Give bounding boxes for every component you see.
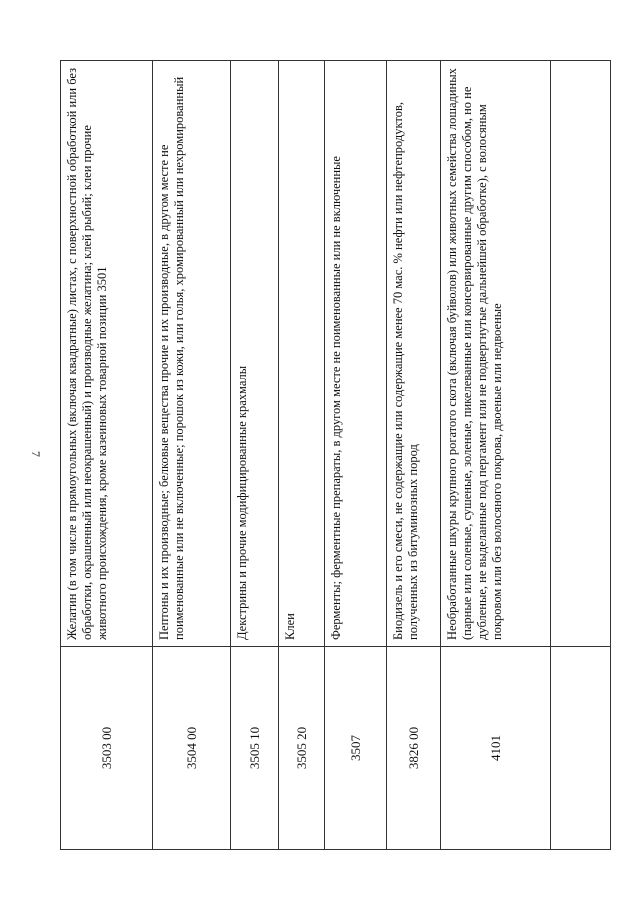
description-cell: Биодизель и его смеси, не содержащие или содержащие менее 70 мас. % нефти или нефтепродуктов, полученных из битуминозных пород <box>387 61 441 647</box>
description-cell: Декстрины и прочие модифицированные крахмалы <box>231 61 279 647</box>
table-row <box>231 61 279 850</box>
commodity-codes-table <box>60 60 611 850</box>
table-row <box>325 61 387 850</box>
description-cell: Пептоны и их производные; белковые вещества прочие и их производные, в другом месте не поименованные или не включенные; порошок из кожи, или голья, хромированный или нехромированный <box>153 61 231 647</box>
code-cell: 3504 00 <box>153 647 231 850</box>
code-cell: 3505 20 <box>279 647 325 850</box>
description-cell: Клеи <box>279 61 325 647</box>
code-cell: 3503 00 <box>61 647 153 850</box>
table-row <box>279 61 325 850</box>
page-number: 7 <box>29 451 43 457</box>
description-cell: Желатин (в том числе в прямоугольных (включая квадратные) листах, с поверхностной обработкой или без обработки, окрашенный или неокрашенный) и производные желатина; клей рыбий; клеи прочие животного происхождения, кроме казеиновых товарной позиции 3501 <box>61 61 153 647</box>
table-row <box>153 61 231 850</box>
code-cell: 3505 10 <box>231 647 279 850</box>
code-cell <box>551 647 611 850</box>
table-row <box>551 61 611 850</box>
description-cell: Ферменты; ферментные препараты, в другом месте не поименованные или не включенные <box>325 61 387 647</box>
table-row <box>441 61 551 850</box>
code-cell: 4101 <box>441 647 551 850</box>
code-cell: 3507 <box>325 647 387 850</box>
description-cell <box>551 61 611 647</box>
rotated-table-sheet <box>60 60 610 850</box>
code-cell: 3826 00 <box>387 647 441 850</box>
description-cell: Необработанные шкуры крупного рогатого скота (включая буйволов) или животных семейства лошадиных (парные или соленые, сушеные, золеные, пикелеванные или консервированные другим способом, но не дубленые, не выделанные под пергамент или не подвергнутые дальнейшей обработке), с волосяным покровом или без волосяного покрова, двоеные или недвоеные <box>441 61 551 647</box>
table-row <box>61 61 153 850</box>
table-row <box>387 61 441 850</box>
